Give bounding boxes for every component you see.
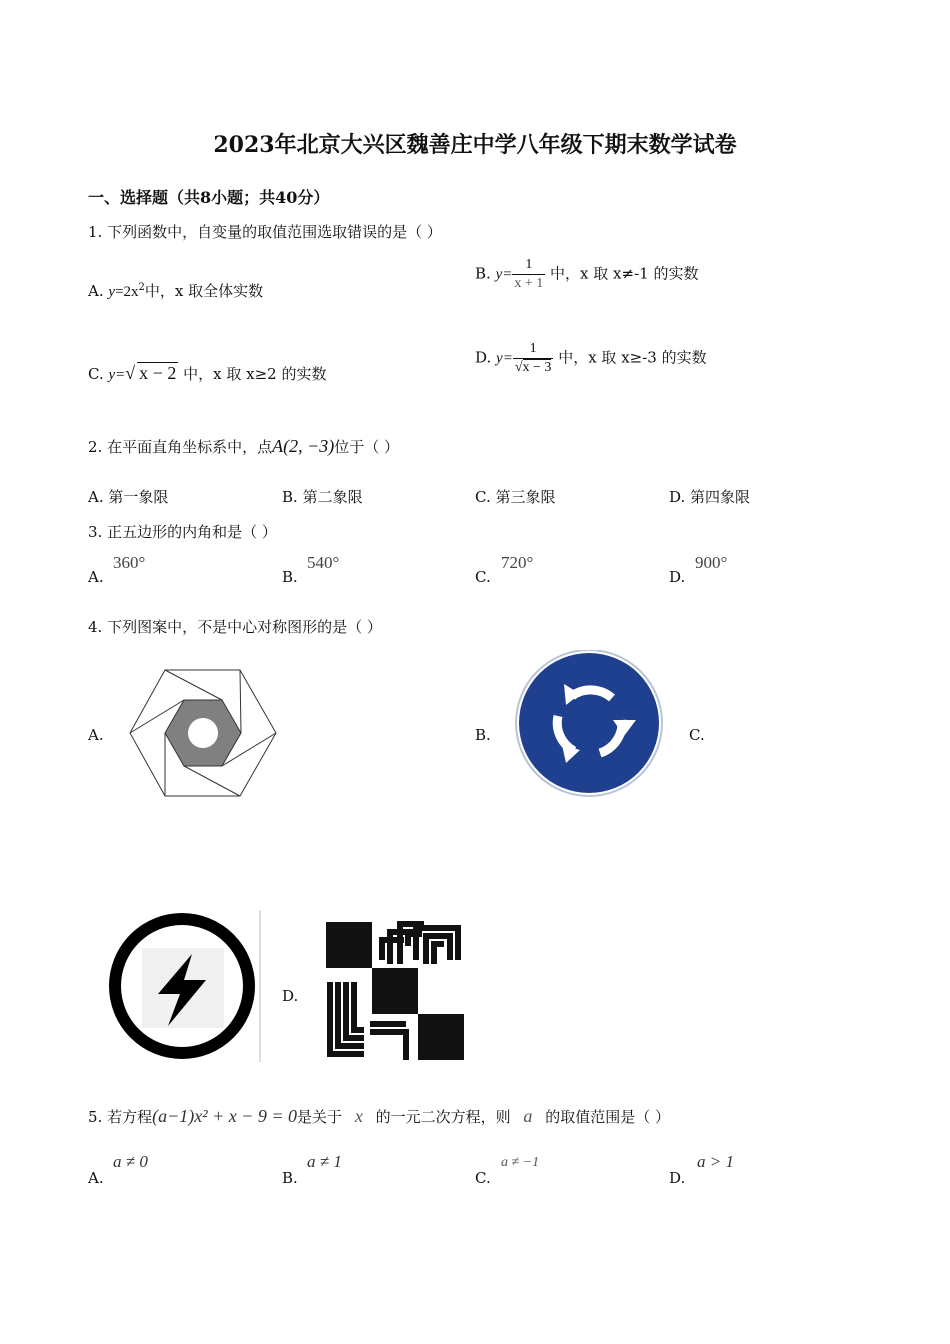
roundabout-sign-figure xyxy=(512,650,664,800)
hexagon-pinwheel-figure xyxy=(128,668,278,798)
q5-d-value: a > 1 xyxy=(697,1152,734,1171)
q1-b-label: B. xyxy=(475,264,491,283)
q3-stem: 3. 正五边形的内角和是（ ） xyxy=(88,523,277,541)
q5-option-a[interactable] xyxy=(88,1169,104,1187)
q5-var-x: x xyxy=(354,1106,363,1126)
q4-a-label[interactable]: A. xyxy=(88,726,104,744)
q2-d-label: D. xyxy=(669,488,686,506)
q2-stem xyxy=(88,436,399,457)
q5-d-label: D. xyxy=(669,1169,686,1187)
q3-c-value: 720° xyxy=(501,553,534,572)
q4-d-label[interactable]: D. xyxy=(282,987,299,1005)
q4-b-label[interactable]: B. xyxy=(475,726,491,744)
q1-a-tail: 中，x 取全体实数 xyxy=(144,282,264,300)
q5-a-label: A. xyxy=(88,1169,104,1187)
q1-b-num: 1 xyxy=(525,257,533,272)
q4-stem: 4. 下列图案中，不是中心对称图形的是（ ） xyxy=(88,618,382,636)
q2-option-b[interactable] xyxy=(282,486,363,507)
q3-option-b[interactable] xyxy=(282,568,298,586)
q1-option-c[interactable]: C. y=√ x − 2 中，x 取 x≥2 的实数 xyxy=(88,363,327,383)
q3-option-c[interactable] xyxy=(475,568,491,586)
q3-option-d[interactable] xyxy=(669,568,685,586)
q2-stem-pre: 2. 在平面直角坐标系中，点 xyxy=(88,438,273,456)
q2-option-a[interactable] xyxy=(88,486,168,507)
q5-var-a: a xyxy=(523,1106,533,1126)
q2-c-label: C. xyxy=(475,488,491,506)
q2-option-d[interactable] xyxy=(669,486,750,507)
q3-c-label: C. xyxy=(475,568,491,586)
q4-c-label[interactable]: C. xyxy=(689,726,705,744)
lightning-circle-figure xyxy=(106,910,262,1062)
q5-c-value: a ≠ −1 xyxy=(501,1155,540,1170)
squares-chevrons-figure xyxy=(324,920,466,1064)
q2-d-text: 第四象限 xyxy=(690,488,751,506)
q5-stem-mid: 是关于 xyxy=(297,1108,343,1126)
q5-equation: (a−1)x² + x − 9 = 0 xyxy=(152,1106,298,1126)
q5-stem xyxy=(88,1106,670,1127)
q1-option-b[interactable] xyxy=(475,256,698,293)
q3-b-label: B. xyxy=(282,568,298,586)
q1-d-num: 1 xyxy=(529,341,537,356)
q3-b-value: 540° xyxy=(307,553,340,572)
q5-b-value: a ≠ 1 xyxy=(307,1152,342,1171)
q1-option-a[interactable] xyxy=(88,280,263,301)
q5-c-label: C. xyxy=(475,1169,491,1187)
q3-a-value: 360° xyxy=(113,553,146,572)
q5-a-value: a ≠ 0 xyxy=(113,1152,148,1171)
q3-d-label: D. xyxy=(669,568,686,586)
q1-d-den: x − 3 xyxy=(522,360,552,375)
q1-d-tail: 中，x 取 x≥-3 的实数 xyxy=(558,348,707,367)
q5-option-c[interactable] xyxy=(475,1169,491,1187)
q1-option-d[interactable]: D. y= $\frac{1}{√x - 3}$ 中，x 取 x≥-3 的实数 xyxy=(475,341,707,375)
q5-stem-post: 的取值范围是（ ） xyxy=(545,1108,670,1126)
q1-b-tail: 中，x 取 x≠-1 的实数 xyxy=(550,264,699,283)
q5-stem-mid2: 的一元二次方程，则 xyxy=(375,1108,511,1126)
q1-a-exp: 2 xyxy=(138,282,145,293)
q2-option-c[interactable] xyxy=(475,486,556,507)
q1-a-eq: =2x xyxy=(115,284,139,300)
q3-option-a[interactable] xyxy=(88,568,104,586)
q2-a-label: A. xyxy=(88,488,104,506)
q1-a-label: A. xyxy=(88,282,104,300)
q2-b-text: 第二象限 xyxy=(302,488,363,506)
q1-c-eq: y= xyxy=(108,367,126,383)
q5-b-label: B. xyxy=(282,1169,298,1187)
q2-b-label: B. xyxy=(282,488,298,506)
q3-d-value: 900° xyxy=(695,553,728,572)
q1-d-label: D. xyxy=(475,348,492,367)
q5-option-b[interactable] xyxy=(282,1169,298,1187)
q5-option-d[interactable] xyxy=(669,1169,685,1187)
page-title: 2023年北京大兴区魏善庄中学八年级下期末数学试卷 xyxy=(213,132,737,158)
q1-c-tail: 中，x 取 x≥2 的实数 xyxy=(183,365,327,383)
q5-stem-pre: 5. 若方程 xyxy=(88,1108,153,1126)
q1-c-radicand: x − 2 xyxy=(139,363,177,383)
q1-d-eq: y= xyxy=(496,350,513,367)
q1-stem: 1. 下列函数中，自变量的取值范围选取错误的是（ ） xyxy=(88,223,442,241)
q3-a-label: A. xyxy=(88,568,104,586)
q2-stem-post: 位于（ ） xyxy=(334,438,400,456)
q2-c-text: 第三象限 xyxy=(495,488,556,506)
q1-b-den: x + 1 xyxy=(514,276,544,291)
section-heading: 一、选择题（共8小题；共40分） xyxy=(88,188,330,207)
q1-a-y: y xyxy=(108,284,116,300)
q1-c-label: C. xyxy=(88,365,104,383)
q2-a-text: 第一象限 xyxy=(108,488,169,506)
q2-point: A(2, −3) xyxy=(272,436,335,456)
q1-b-eq: y= xyxy=(495,266,513,283)
